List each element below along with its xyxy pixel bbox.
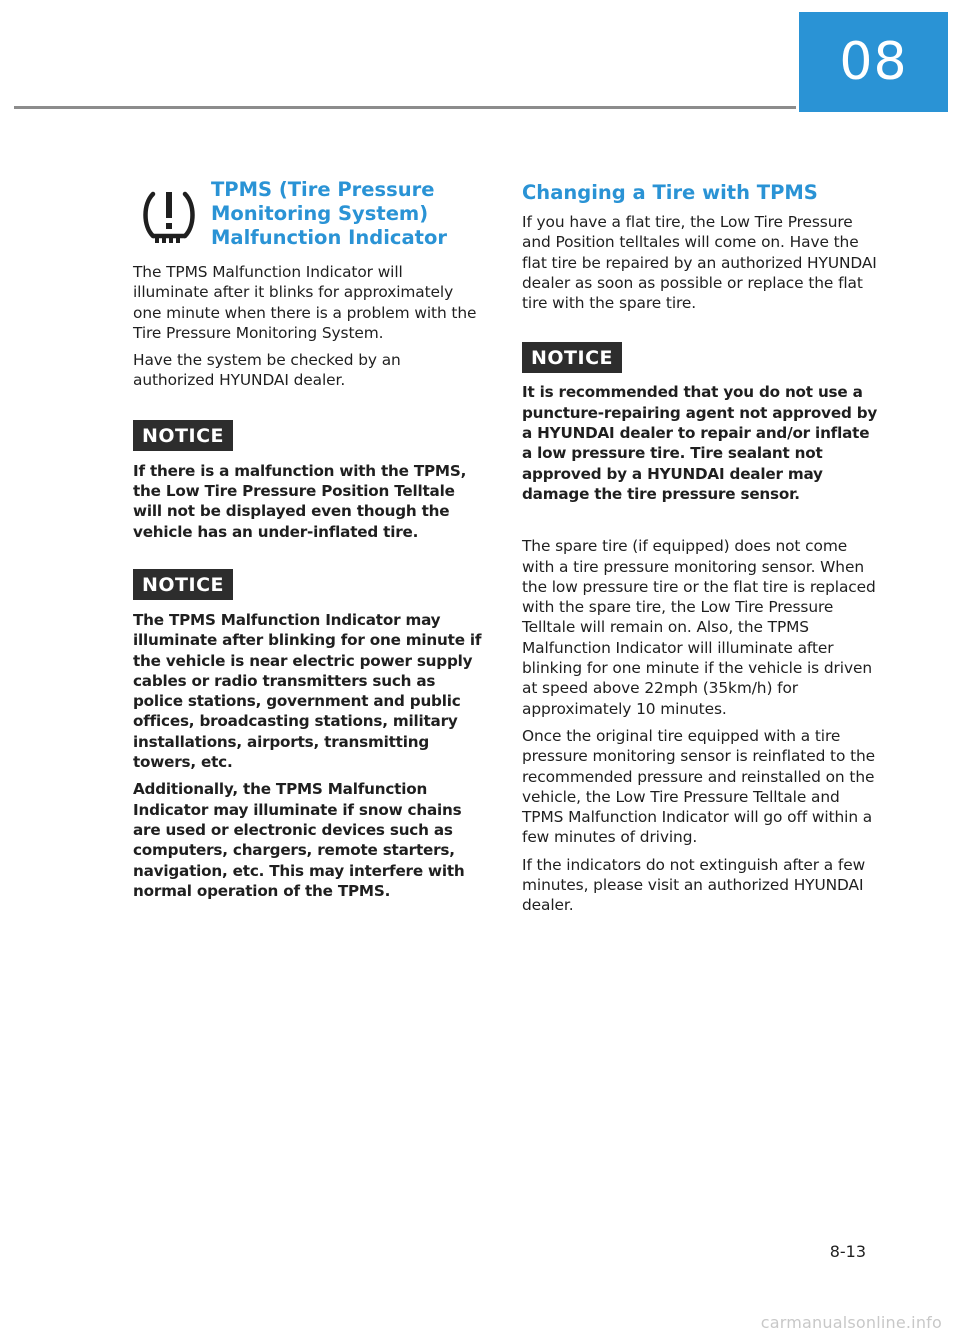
body-paragraph: If the indicators do not extinguish after a few minutes, please visit an authorized HYUNDAI dealer. bbox=[522, 855, 866, 915]
right-column bbox=[522, 180, 880, 923]
spacer bbox=[522, 511, 880, 536]
body-paragraph: Have the system be checked by an authorized HYUNDAI dealer. bbox=[133, 351, 401, 390]
indicator-title-line: Monitoring System) bbox=[211, 202, 429, 225]
body-paragraph: The spare tire (if equipped) does not come with a tire pressure monitoring sensor. When the low pressure tire or the flat tire is replaced with the spare tire, the Low Tire Pressure Telltale will remain on. Also, the TPMS Malfunction Indicator will illuminate after blinking for one minute if the vehicle is driven at speed above 22mph (35km/h) for approximately 10 minutes. bbox=[522, 537, 876, 718]
notice-label: NOTICE bbox=[133, 569, 233, 600]
notice-label: NOTICE bbox=[133, 420, 233, 451]
notice-text: The TPMS Malfunction Indicator may illuminate after blinking for one minute if the vehicle is near electric power supply cables or radio transmitters such as police stations, government and public offices, broadcasting stations, military installations, airports, transmitting towers, etc. bbox=[133, 610, 482, 772]
notice-text: Additionally, the TPMS Malfunction Indicator may illuminate if snow chains are used or electronic devices such as computers, chargers, remote starters, navigation, etc. This may interfere with normal operation of the TPMS. bbox=[133, 780, 465, 900]
watermark[interactable]: carmanualsonline.info bbox=[760, 1313, 942, 1332]
indicator-header bbox=[139, 178, 483, 250]
notice-text: It is recommended that you do not use a puncture-repairing agent not approved by a HYUNDAI dealer to repair and/or inflate a low pressure tire. Tire sealant not approved by a HYUNDAI dealer may damage the tire pressure sensor. bbox=[522, 383, 878, 503]
indicator-title bbox=[211, 178, 447, 250]
chapter-tab bbox=[799, 12, 948, 112]
indicator-title-line: Malfunction Indicator bbox=[211, 226, 447, 249]
indicator-title-line: TPMS (Tire Pressure bbox=[211, 178, 435, 201]
tpms-malfunction-icon bbox=[139, 186, 199, 248]
body-paragraph: Once the original tire equipped with a tire pressure monitoring sensor is reinflated to the recommended pressure and reinstalled on the vehicle, the Low Tire Pressure Telltale and TPMS Malfunction Indicator will go off within a few minutes of driving. bbox=[522, 726, 876, 847]
chapter-number: 08 bbox=[839, 32, 908, 92]
top-rule bbox=[14, 106, 796, 109]
notice-text: If there is a malfunction with the TPMS, the Low Tire Pressure Position Telltale will not be displayed even though the vehicle has an under-inflated tire. bbox=[133, 461, 467, 541]
body-paragraph: If you have a flat tire, the Low Tire Pressure and Position telltales will come on. Have the flat tire be repaired by an authorized HYUNDAI dealer as soon as possible or replace the flat tire with the spare tire. bbox=[522, 213, 877, 313]
section-title: Changing a Tire with TPMS bbox=[522, 181, 818, 204]
page-number: 8-13 bbox=[829, 1242, 866, 1261]
notice-label: NOTICE bbox=[522, 342, 622, 373]
left-column bbox=[133, 178, 483, 908]
body-paragraph: The TPMS Malfunction Indicator will illuminate after it blinks for approximately one minute when there is a problem with the Tire Pressure Monitoring System. bbox=[133, 263, 477, 342]
